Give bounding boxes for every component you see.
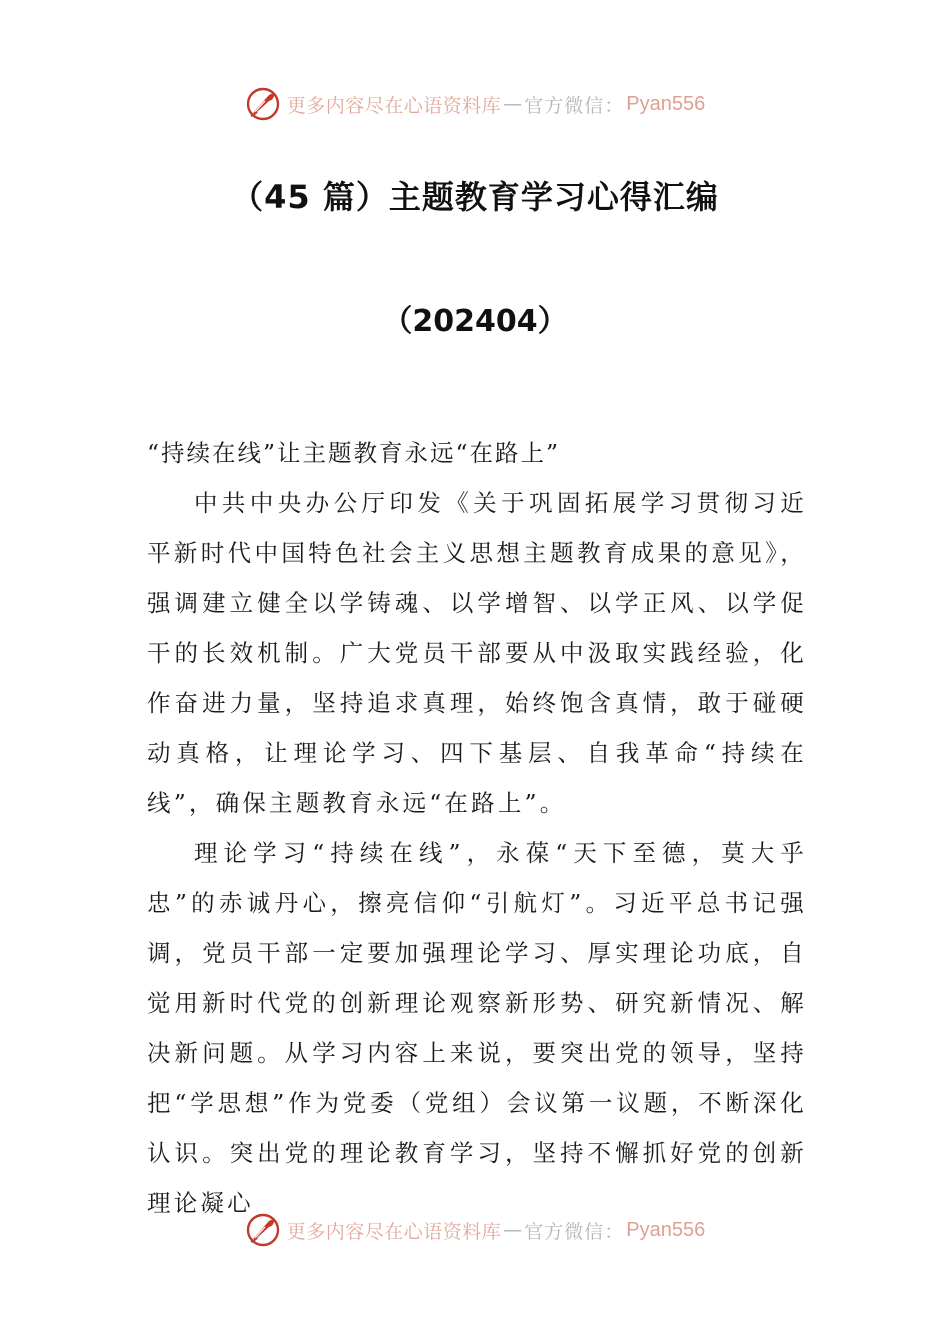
document-subtitle: （202404） [382, 304, 568, 339]
document-title: （45 篇）主题教育学习心得汇编 [231, 178, 719, 216]
watermark-wechat-label: 官方微信： [524, 1220, 625, 1243]
watermark-text: 更多内容尽在心语资料库 [286, 94, 502, 117]
footer-watermark [0, 1208, 950, 1252]
watermark-wechat-label: 官方微信： [524, 94, 625, 117]
watermark-text: 更多内容尽在心语资料库 [286, 1220, 502, 1243]
watermark-separator: — [503, 93, 523, 115]
watermark-wechat-id: Pyan556 [626, 92, 706, 115]
document-body [147, 428, 807, 1228]
quill-logo-icon [245, 1212, 281, 1248]
paragraph: 中共中央办公厅印发《关于巩固拓展学习贯彻习近平新时代中国特色社会主义思想主题教育成果的意见》，强调建立健全以学铸魂、以学增智、以学正风、以学促干的长效机制。广大党员干部要从中汲取实践经验，化作奋进力量，坚持追求真理，始终饱含真情，敢于碰硬动真格，让理论学习、四下基层、自我革命“持续在线”，确保主题教育永远“在路上”。 [147, 489, 807, 817]
header-watermark [0, 82, 950, 126]
watermark-wechat-id: Pyan556 [626, 1218, 706, 1241]
paragraph: 理论学习“持续在线”，永葆“天下至德，莫大乎忠”的赤诚丹心，擦亮信仰“引航灯”。习近平总书记强调，党员干部一定要加强理论学习、厚实理论功底，自觉用新时代党的创新理论观察新形势、研究新情况、解决新问题。从学习内容上来说，要突出党的领导，坚持把“学思想”作为党委（党组）会议第一议题，不断深化认识。突出党的理论教育学习，坚持不懈抓好党的创新理论凝心 [147, 839, 807, 1217]
quill-logo-icon [245, 86, 281, 122]
watermark-separator: — [503, 1219, 523, 1241]
article-heading: “持续在线”让主题教育永远“在路上” [147, 439, 561, 467]
